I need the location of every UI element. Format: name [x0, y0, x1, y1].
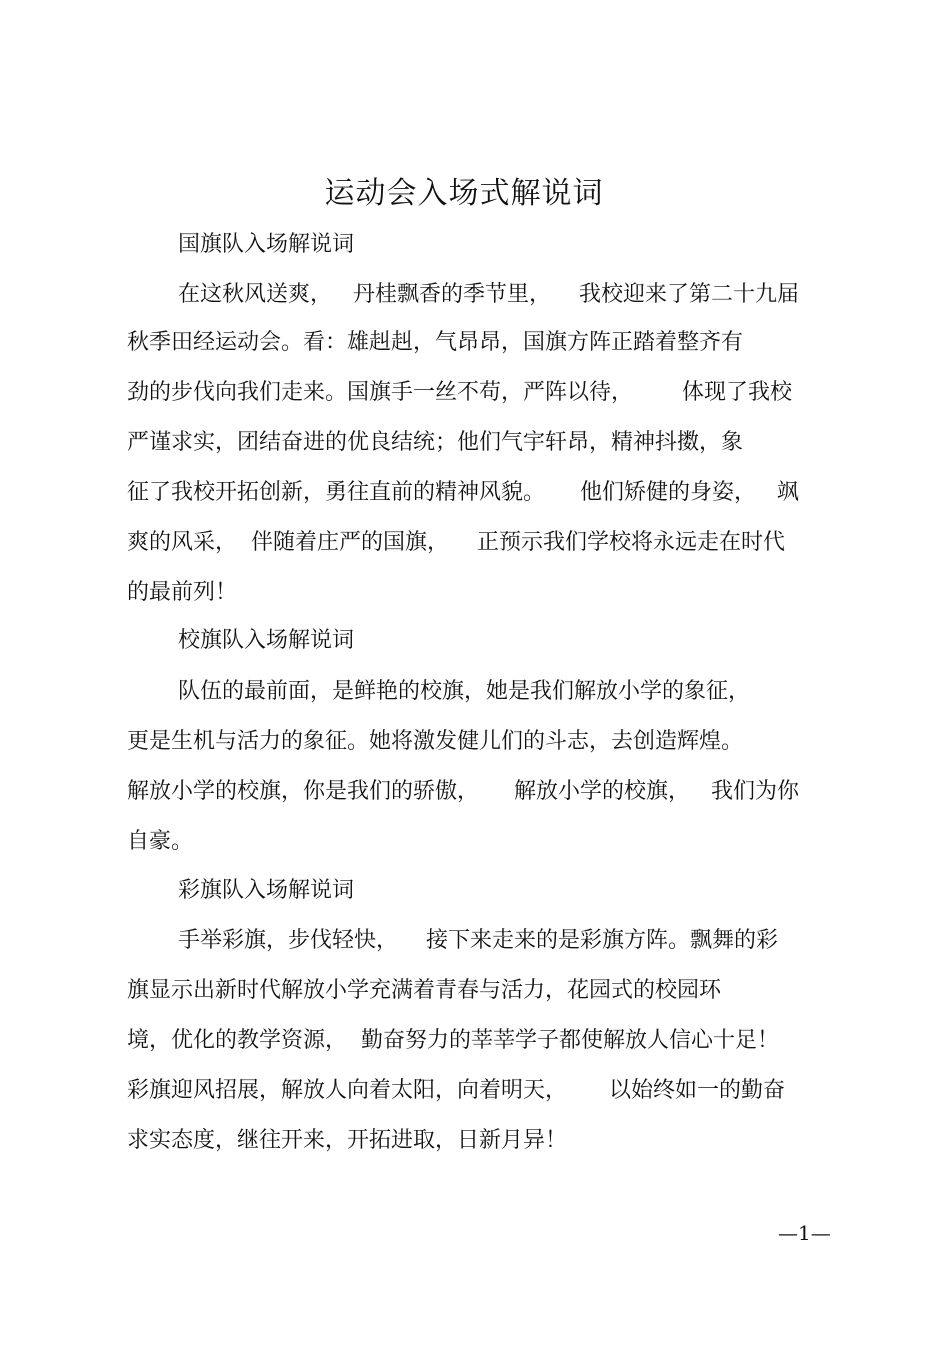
paragraph-line: 秋季田经运动会。看：雄赳赳，气昂昂，国旗方阵正踏着整齐有 — [127, 330, 744, 355]
paragraph-line: 解放小学的校旗，你是我们的骄傲， 解放小学的校旗， 我们为你 — [127, 779, 799, 804]
section-heading-color-flag: 彩旗队入场解说词 — [178, 878, 355, 903]
paragraph-line: 在这秋风送爽， 丹桂飘香的季节里， 我校迎来了第二十九届 — [178, 282, 799, 307]
paragraph-line: 队伍的最前面，是鲜艳的校旗，她是我们解放小学的象征， — [178, 679, 751, 704]
paragraph-line: 自豪。 — [127, 829, 194, 854]
page-number: —1— — [778, 1221, 831, 1245]
section-heading-national-flag: 国旗队入场解说词 — [178, 232, 355, 257]
paragraph-line: 更是生机与活力的象征。她将激发健儿们的斗志，去创造辉煌。 — [127, 729, 744, 754]
paragraph-line: 劲的步伐向我们走来。国旗手一丝不苟，严阵以待， 体现了我校 — [127, 380, 792, 405]
paragraph-line: 旗显示出新时代解放小学充满着青春与活力，花园式的校园环 — [127, 978, 722, 1003]
paragraph-line: 严谨求实，团结奋进的优良结统；他们气宇轩昂，精神抖擞，象 — [127, 430, 744, 455]
paragraph-line: 手举彩旗，步伐轻快， 接下来走来的是彩旗方阵。飘舞的彩 — [178, 928, 778, 953]
paragraph-line: 征了我校开拓创新，勇往直前的精神风貌。 他们矫健的身姿， 飒 — [127, 480, 799, 505]
paragraph-line: 求实态度，继往开来，开拓进取，日新月异！ — [127, 1128, 568, 1153]
paragraph-line: 的最前列！ — [127, 580, 238, 605]
paragraph-line: 彩旗迎风招展，解放人向着太阳，向着明天， 以始终如一的勤奋 — [127, 1078, 785, 1103]
document-title: 运动会入场式解说词 — [324, 176, 604, 211]
paragraph-line: 爽的风采， 伴随着庄严的国旗， 正预示我们学校将永远走在时代 — [127, 530, 785, 555]
section-heading-school-flag: 校旗队入场解说词 — [178, 628, 355, 653]
paragraph-line: 境，优化的教学资源， 勤奋努力的莘莘学子都使解放人信心十足！ — [127, 1028, 779, 1053]
